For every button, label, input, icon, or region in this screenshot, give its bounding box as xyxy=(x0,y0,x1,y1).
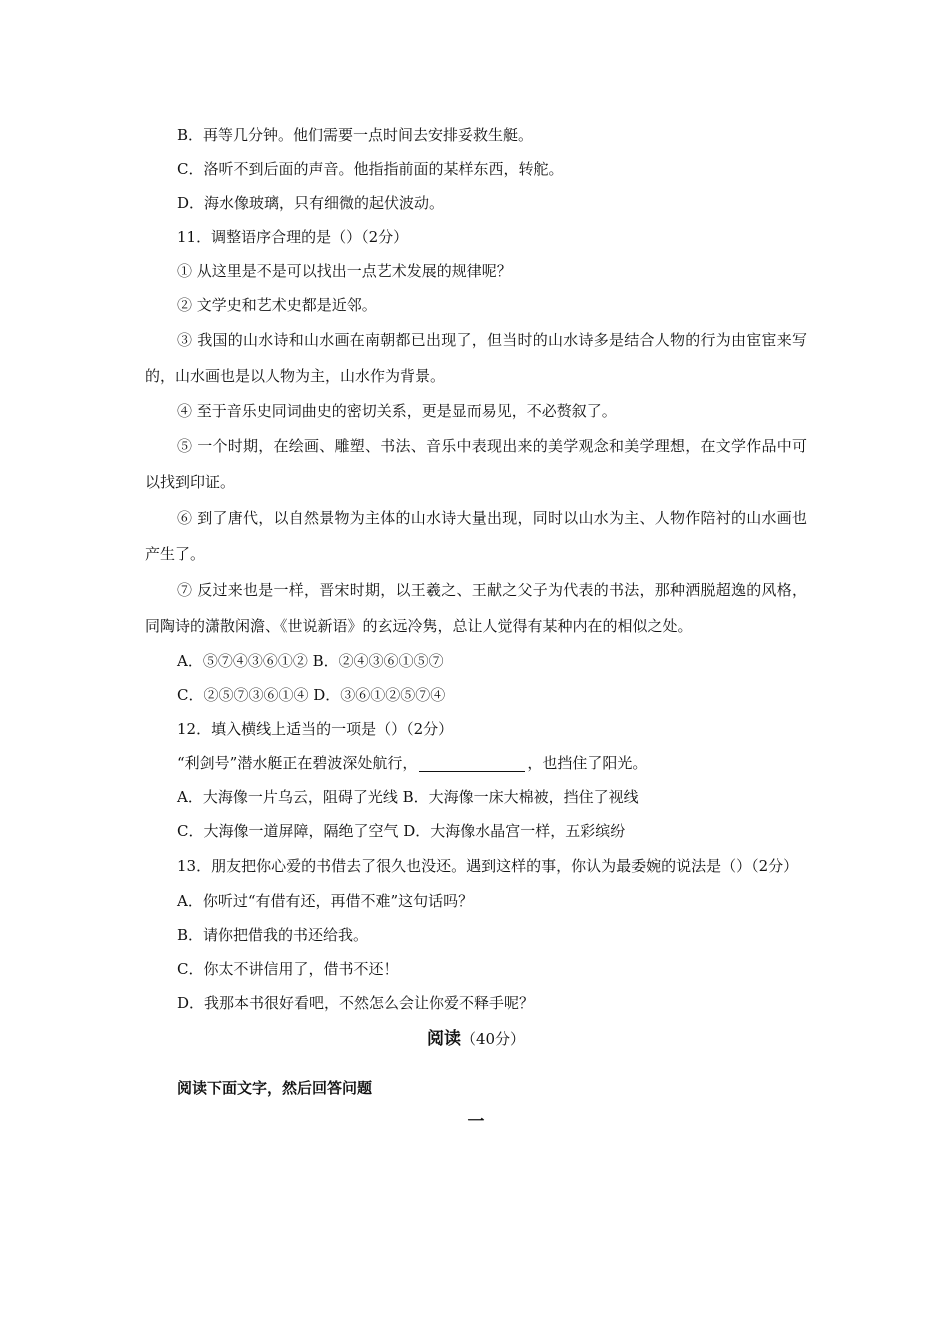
q11-options-cd: C．②⑤⑦③⑥①④ D．③⑥①②⑤⑦④ xyxy=(177,686,446,704)
q11-options-ab: A．⑤⑦④③⑥①② B．②④③⑥①⑤⑦ xyxy=(177,652,444,670)
q11-sentence-3: ③ 我国的山水诗和山水画在南朝都已出现了，但当时的山水诗多是结合人物的行为由宦宦来写的，山水画也是以人物为主，山水作为背景。 xyxy=(145,331,807,385)
q13-option-b: B．请你把借我的书还给我。 xyxy=(177,926,369,944)
section-heading xyxy=(145,1022,807,1056)
q12-options-ab: A．大海像一片乌云，阻碍了光线 B．大海像一床大棉被，挡住了视线 xyxy=(177,788,639,806)
q11-sentence-1: ① 从这里是不是可以找出一点艺术发展的规律呢？ xyxy=(177,262,512,280)
q10-option-b: B．再等几分钟。他们需要一点时间去安排妥救生艇。 xyxy=(177,126,534,144)
q10-option-c: C．洛听不到后面的声音。他指指前面的某样东西，转舵。 xyxy=(177,160,564,178)
q11-sentence-7: ⑦ 反过来也是一样，晋宋时期，以王羲之、王献之父子为代表的书法，那种洒脱超逸的风格，同陶诗的潇散闲澹、《世说新语》的玄远冷隽，总让人觉得有某种内在的相似之处。 xyxy=(145,581,807,635)
q12-sentence xyxy=(145,746,807,780)
part-number: 一 xyxy=(467,1112,485,1132)
q12-sentence-before: “利剑号”潜水艇正在碧波深处航行， xyxy=(177,754,418,772)
q11-sentence-5: ⑤ 一个时期，在绘画、雕塑、书法、音乐中表现出来的美学观念和美学理想，在文学作品中可以找到印证。 xyxy=(145,437,807,491)
q13-option-a: A．你听过“有借有还，再借不难”这句话吗？ xyxy=(177,892,474,910)
document-page xyxy=(145,118,807,1139)
section-points: （40分） xyxy=(460,1030,526,1048)
q13-option-c: C．你太不讲信用了，借书不还！ xyxy=(177,960,399,978)
q12-stem: 12．填入横线上适当的一项是（）（2分） xyxy=(177,720,454,738)
q12-options-cd: C．大海像一道屏障，隔绝了空气 D．大海像水晶宫一样，五彩缤纷 xyxy=(177,822,626,840)
answer-blank[interactable] xyxy=(419,753,525,772)
section-instruction: 阅读下面文字，然后回答问题 xyxy=(177,1079,373,1097)
q13-stem: 13．朋友把你心爱的书借去了很久也没还。遇到这样的事，你认为最委婉的说法是（）（2分） xyxy=(177,857,799,875)
q10-option-d: D．海水像玻璃，只有细微的起伏波动。 xyxy=(177,194,445,212)
q12-sentence-after: ，也挡住了阳光。 xyxy=(527,754,648,772)
q13-option-d: D．我那本书很好看吧，不然怎么会让你爱不释手呢？ xyxy=(177,994,535,1012)
section-title: 阅读 xyxy=(426,1029,461,1049)
q11-sentence-2: ② 文学史和艺术史都是近邻。 xyxy=(177,296,377,314)
q11-sentence-6: ⑥ 到了唐代，以自然景物为主体的山水诗大量出现，同时以山水为主、人物作陪衬的山水画也产生了。 xyxy=(145,509,807,563)
q11-sentence-4: ④ 至于音乐史同词曲史的密切关系，更是显而易见，不必赘叙了。 xyxy=(177,402,617,420)
q11-stem: 11．调整语序合理的是（）（2分） xyxy=(177,228,409,246)
